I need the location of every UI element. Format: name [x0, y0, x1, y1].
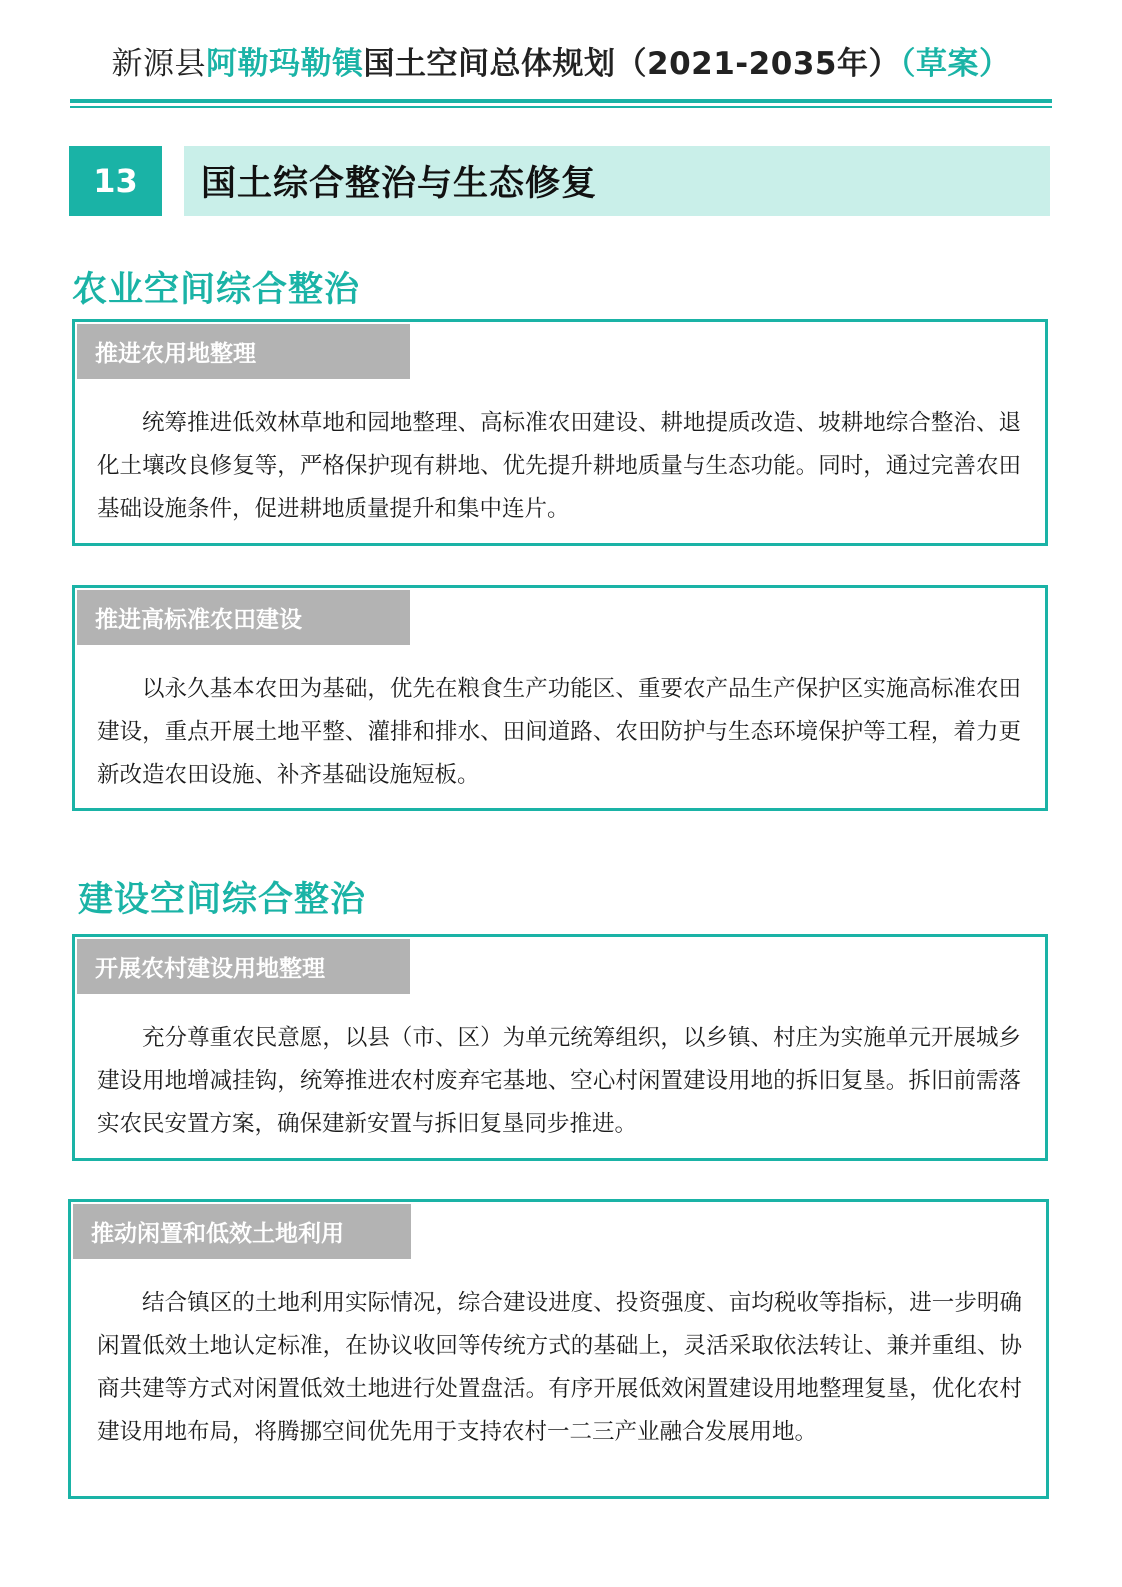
header-town: 阿勒玛勒镇	[206, 46, 364, 82]
chapter-title-bar	[184, 146, 1050, 216]
header-divider-thick	[70, 99, 1052, 103]
card-idle-land-utilization	[68, 1199, 1049, 1499]
card-tab-label: 开展农村建设用地整理	[77, 939, 410, 994]
header-draft-label: （草案）	[899, 46, 1011, 82]
card-body-text: 以永久基本农田为基础，优先在粮食生产功能区、重要农产品生产保护区实施高标准农田建设，重点开展土地平整、灌排和排水、田间道路、农田防护与生态环境保护等工程，着力更新改造农田设施、补齐基础设施短板。	[97, 676, 1021, 788]
chapter-title: 国土综合整治与生态修复	[201, 164, 598, 204]
card-body-text: 充分尊重农民意愿，以县（市、区）为单元统筹组织，以乡镇、村庄为实施单元开展城乡建设用地增减挂钩，统筹推进农村废弃宅基地、空心村闲置建设用地的拆旧复垦。拆旧前需落实农民安置方案，确保建新安置与拆旧复垦同步推进。	[97, 1025, 1021, 1137]
card-tab-label: 推进高标准农田建设	[77, 590, 410, 645]
section-heading-agricultural: 农业空间综合整治	[72, 270, 361, 310]
card-farmland-consolidation	[72, 319, 1048, 546]
header-plan-title: 国土空间总体规划（2021-2035年）	[363, 46, 900, 82]
chapter-number-badge: 13	[69, 146, 162, 216]
card-tab-label: 推进农用地整理	[77, 324, 410, 379]
card-tab-label: 推动闲置和低效土地利用	[73, 1204, 411, 1259]
header-county: 新源县	[111, 46, 207, 82]
section-heading-construction: 建设空间综合整治	[78, 880, 367, 920]
card-body-text: 结合镇区的土地利用实际情况，综合建设进度、投资强度、亩均税收等指标，进一步明确闲置低效土地认定标准，在协议收回等传统方式的基础上，灵活采取依法转让、兼并重组、协商共建等方式对闲置低效土地进行处置盘活。有序开展低效闲置建设用地整理复垦，优化农村建设用地布局，将腾挪空间优先用于支持农村一二三产业融合发展用地。	[97, 1290, 1022, 1445]
document-header	[0, 38, 1122, 83]
card-rural-construction-land	[72, 934, 1048, 1161]
card-high-standard-farmland	[72, 585, 1048, 811]
card-body-text: 统筹推进低效林草地和园地整理、高标准农田建设、耕地提质改造、坡耕地综合整治、退化土壤改良修复等，严格保护现有耕地、优先提升耕地质量与生态功能。同时，通过完善农田基础设施条件，促进耕地质量提升和集中连片。	[97, 410, 1021, 522]
header-divider-thin	[70, 106, 1052, 108]
